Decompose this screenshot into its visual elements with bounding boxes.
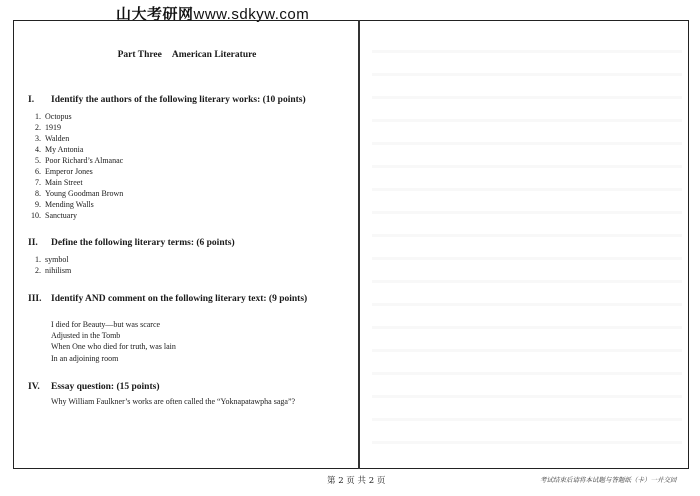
- list-item: 1. symbol: [35, 255, 69, 264]
- section-1: [28, 94, 306, 221]
- section-number: IV.: [28, 382, 40, 392]
- poem-line: In an adjoining room: [51, 353, 119, 363]
- section-title: Identify the authors of the following literary works: (10 points): [51, 95, 306, 105]
- list-item: 5. Poor Richard’s Almanac: [35, 156, 124, 165]
- site-name-cn: 山大考研网: [116, 5, 194, 23]
- section-heading: [28, 293, 307, 305]
- section-heading: [28, 94, 306, 106]
- list-item: 3. Walden: [35, 134, 70, 143]
- list-item: 10. Sanctuary: [31, 211, 77, 220]
- list-item: 2. 1919: [35, 123, 61, 132]
- section-4: [28, 381, 295, 406]
- footer-note: 考试结束后请将本试题与答题纸（卡）一并交回: [540, 476, 677, 484]
- section-number: I.: [28, 95, 35, 105]
- section-title: Essay question: (15 points): [51, 382, 160, 392]
- terms-list: [28, 254, 235, 276]
- section-2: [28, 237, 235, 276]
- subject-label: American Literature: [171, 50, 257, 60]
- page-divider: [358, 20, 360, 469]
- part-title: [28, 50, 346, 60]
- section-title: Define the following literary terms: (6 points): [51, 238, 235, 248]
- poem-line: Adjusted in the Tomb: [51, 331, 121, 341]
- poem-line: When One who died for truth, was lain: [51, 342, 176, 352]
- list-item: 7. Main Street: [35, 178, 83, 187]
- list-item: 9. Mending Walls: [35, 200, 94, 209]
- poem-line: I died for Beauty—but was scarce: [51, 320, 161, 329]
- part-label: Part Three: [117, 50, 162, 60]
- list-item: 6. Emperor Jones: [35, 167, 93, 176]
- section-heading: [28, 237, 235, 249]
- works-list: [28, 111, 306, 221]
- essay-question: Why William Faulkner’s works are often called the “Yoknapatawpha saga”?: [51, 397, 296, 406]
- poem-text: [51, 319, 307, 364]
- section-3: [28, 293, 307, 364]
- section-number: II.: [28, 238, 38, 248]
- page-number: 第 2 页 共 2 页: [327, 476, 386, 486]
- list-item: 4. My Antonia: [35, 145, 84, 154]
- section-title: Identify AND comment on the following literary text: (9 points): [51, 294, 308, 304]
- list-item: 8. Young Goodman Brown: [35, 189, 124, 198]
- list-item: 2. nihilism: [35, 266, 72, 275]
- section-heading: [28, 381, 295, 393]
- list-item: 1. Octopus: [35, 112, 72, 121]
- blank-right-page: [372, 30, 682, 460]
- section-number: III.: [28, 294, 42, 304]
- site-url: www.sdkyw.com: [193, 6, 310, 23]
